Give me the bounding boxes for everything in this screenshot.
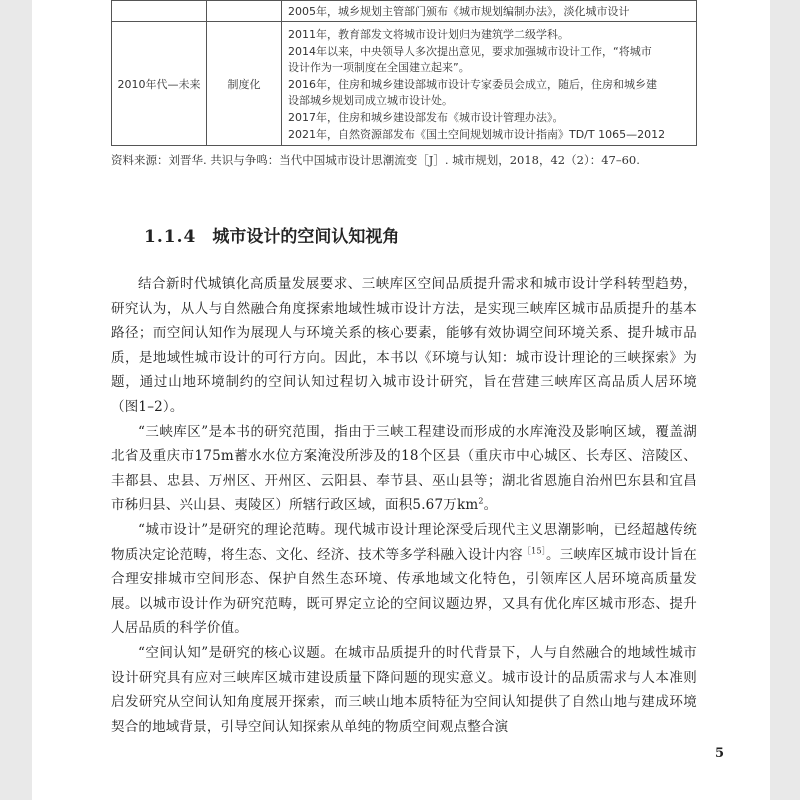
table-event-line: 2011年，教育部发文将城市设计划归为建筑学二级学科。 bbox=[288, 28, 569, 41]
citation-ref[interactable]: ［15］ bbox=[522, 546, 546, 556]
table-cell-events bbox=[282, 1, 697, 22]
table-cell-period bbox=[112, 1, 207, 22]
table-event-line: 2017年，住房和城乡建设部发布《城市设计管理办法》。 bbox=[288, 110, 564, 124]
superscript: 2 bbox=[478, 496, 484, 506]
table-event-line: 2014年以来，中央领导人多次提出意见，要求加强城市设计工作，“将城市 bbox=[288, 44, 652, 58]
table-source-note: 资料来源：刘晋华. 共识与争鸣：当代中国城市设计思潮流变［J］. 城市规划，2018，42（2）：47–60. bbox=[111, 153, 640, 167]
section-title: 城市设计的空间认知视角 bbox=[212, 227, 400, 247]
paragraph-4: “空间认知”是研究的核心议题。在城市品质提升的时代背景下，人与自然融合的地域性城市设计研究具有应对三峡库区城市建设质量下降问题的现实意义。城市设计的品质需求与人本准则启发研究从空间认知角度展开探索，而三峡山地本质特征为空间认知提供了自然山地与建成环境契合的地域背景，引导空间认知探索从单纯的物质空间观点整合演 bbox=[111, 644, 697, 735]
page-number: 5 bbox=[715, 746, 725, 761]
paragraph-3: “城市设计”是研究的理论范畴。现代城市设计理论深受后现代主义思潮影响，已经超越传统物质决定论范畴，将生态、文化、经济、技术等多学科融入设计内容$^{[15]}$。三峡库区城市设计旨在合理安排城市空间形态、保护自然生态环境、传承地域文化特色，引领库区人居环境高质量发展。以城市设计作为研究范畴，既可界定立论的空间议题边界，又具有优化库区城市形态、提升人居品质的科学价值。 bbox=[111, 521, 698, 637]
section-heading bbox=[144, 222, 399, 247]
paragraph-2: “三峡库区”是本书的研究范围，指由于三峡工程建设而形成的水库淹没及影响区域，覆盖湖北省及重庆市175m蓄水水位方案淹没所涉及的18个区县（重庆市中心城区、长寿区、涪陵区、丰都县、忠县、万州区、开州区、云阳县、奉节县、巫山县等；湖北省恩施自治州巴东县和宜昌市秭归县、兴山县、夷陵区）所辖行政区域，面积5.67万$km^2$。 bbox=[111, 423, 697, 514]
body-text bbox=[111, 272, 697, 739]
table-cell-period: 2010年代—未来 bbox=[112, 22, 207, 146]
paragraph-1: 结合新时代城镇化高质量发展要求、三峡库区空间品质提升需求和城市设计学科转型趋势，研究认为，从人与自然融合角度探索地域性城市设计方法，是实现三峡库区城市品质提升的基本路径；而空间认知作为展现人与环境关系的核心要素，能够有效协调空间环境关系、提升城市品质，是地域性城市设计的可行方向。因此，本书以《环境与认知：城市设计理论的三峡探索》为题，通过山地环境制约的空间认知过程切入城市设计研究，旨在营建三峡库区高品质人居环境（图1–2）。 bbox=[111, 276, 697, 415]
table-event-line: 设计作为一项制度在全国建立起来”。 bbox=[288, 61, 470, 75]
section-number: 1.1.4 bbox=[144, 227, 197, 247]
table-event-line: 2005年，城乡规划主管部门颁布《城市规划编制办法》，淡化城市设计 bbox=[288, 4, 630, 18]
table-cell-events bbox=[282, 22, 697, 146]
table-event-line: 2021年，自然资源部发布《国土空间规划城市设计指南》TD/T 1065—2012 bbox=[288, 127, 666, 141]
table-row bbox=[112, 22, 697, 146]
table-event-line: 设部城乡规划司成立城市设计处。 bbox=[288, 94, 453, 108]
table-row bbox=[112, 1, 697, 22]
history-table bbox=[111, 0, 697, 146]
document-page bbox=[32, 0, 770, 800]
table-event-line: 2016年，住房和城乡建设部城市设计专家委员会成立，随后，住房和城乡建 bbox=[288, 77, 657, 91]
table-cell-stage bbox=[207, 1, 282, 22]
table-cell-stage: 制度化 bbox=[207, 22, 282, 146]
